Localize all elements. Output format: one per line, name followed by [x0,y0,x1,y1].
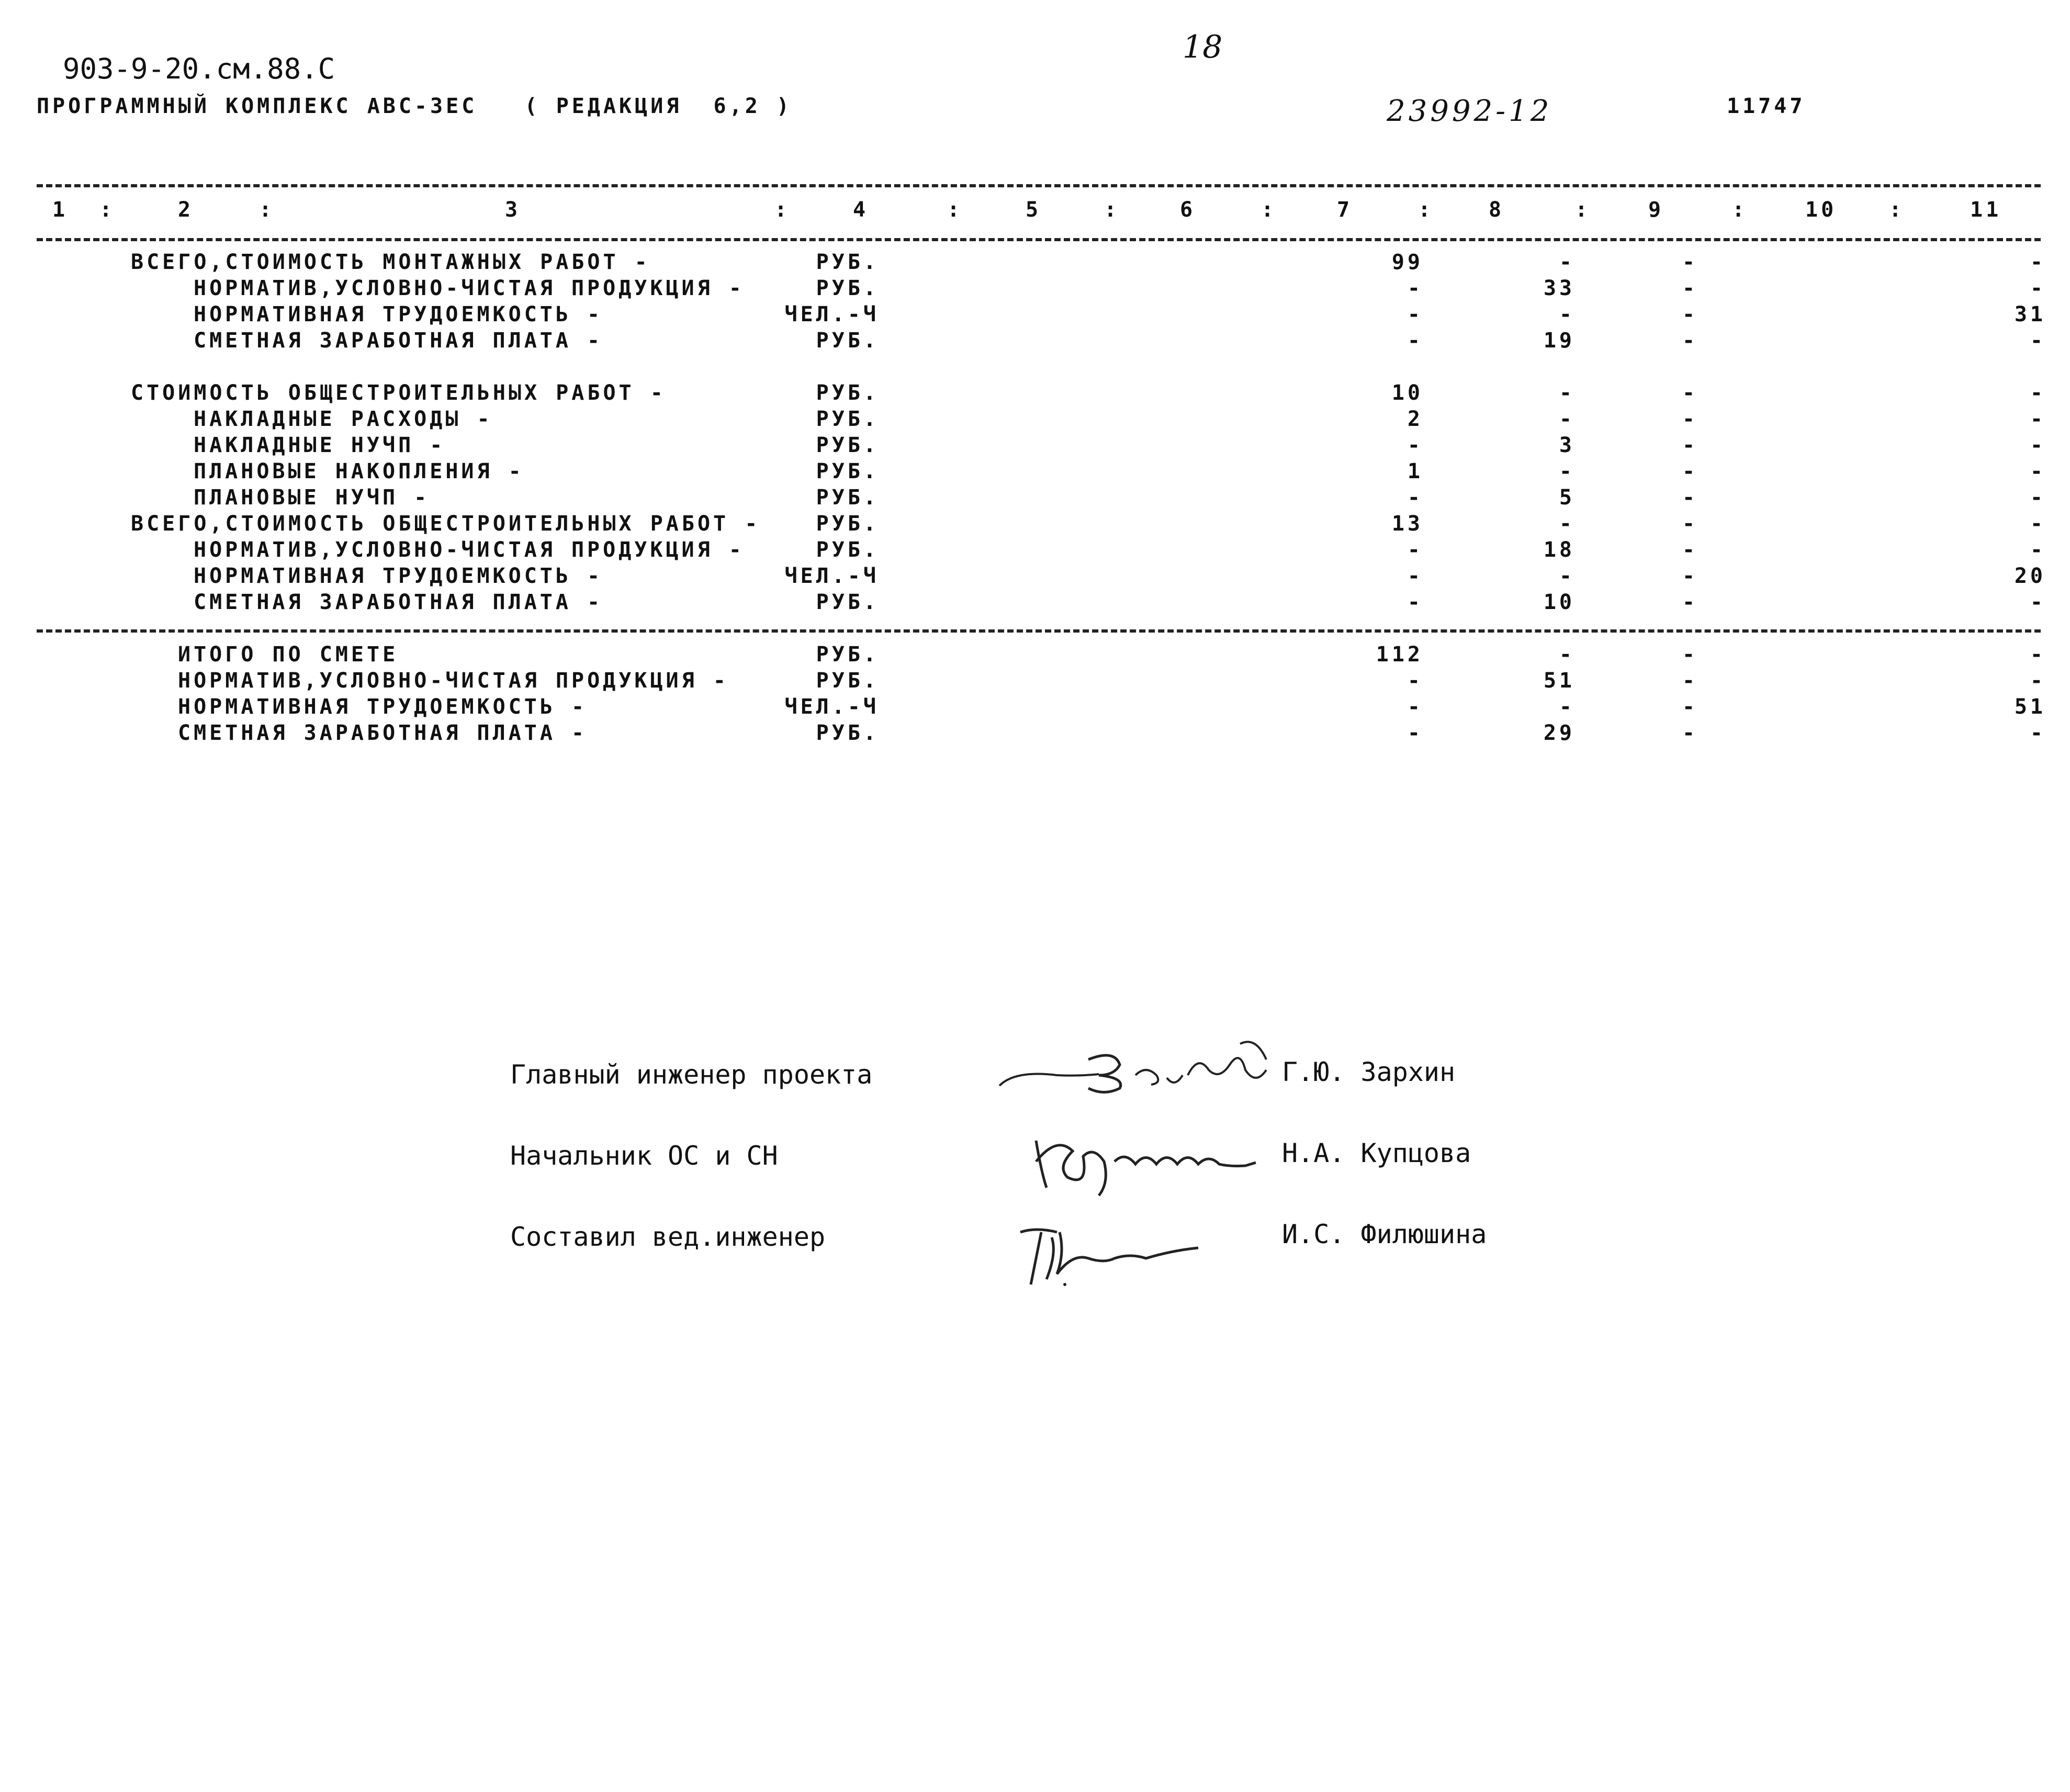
col-header-5: 5 [1026,198,1042,222]
row-col7: - [1407,721,1423,745]
row-col8: - [1559,302,1575,326]
row-col9: - [1682,433,1698,457]
row-col8: - [1559,643,1575,667]
row-label: ПЛАНОВЫЕ НУЧП - [194,486,430,510]
row-label: НАКЛАДНЫЕ РАСХОДЫ - [194,407,493,431]
col-sep: : [947,198,963,222]
row-col9: - [1682,250,1698,274]
table-row [0,250,2070,276]
row-col7: 10 [1391,381,1423,405]
row-col9: - [1682,695,1698,719]
row-label: СТОИМОСТЬ ОБЩЕСТРОИТЕЛЬНЫХ РАБОТ - [131,381,666,405]
table-row [0,433,2070,459]
totals-rule [37,629,2041,633]
row-col11: - [2030,643,2046,667]
signature-kuptsova-icon [1026,1125,1287,1198]
row-unit: РУБ. [816,590,879,614]
row-col11: - [2030,486,2046,510]
row-col9: - [1682,486,1698,510]
row-col7: - [1407,695,1423,719]
row-col9: - [1682,407,1698,431]
handwritten-code: 23992-12 [1387,94,1553,128]
row-col8: 18 [1543,538,1575,562]
table-row [0,721,2070,747]
col-header-10: 10 [1805,198,1837,222]
row-col7: 99 [1391,250,1423,274]
row-col8: 3 [1559,433,1575,457]
row-col8: - [1559,407,1575,431]
row-label: ВСЕГО,СТОИМОСТЬ МОНТАЖНЫХ РАБОТ - [131,250,650,274]
row-col9: - [1682,590,1698,614]
table-row [0,329,2070,355]
row-unit: РУБ. [816,512,879,536]
row-col11: 20 [2014,564,2046,588]
row-col7: - [1407,433,1423,457]
row-col11: - [2030,669,2046,693]
col-header-6: 6 [1180,198,1196,222]
table-row [0,538,2070,564]
signature-mark [1026,1125,1287,1198]
row-col9: - [1682,329,1698,353]
table-row [0,590,2070,616]
row-col8: 19 [1543,329,1575,353]
col-sep: : [1104,198,1120,222]
row-label: ВСЕГО,СТОИМОСТЬ ОБЩЕСТРОИТЕЛЬНЫХ РАБОТ - [131,512,761,536]
row-col11: 51 [2014,695,2046,719]
row-col11: - [2030,250,2046,274]
row-col7: - [1407,669,1423,693]
col-sep: : [259,198,275,222]
row-unit: РУБ. [816,250,879,274]
col-header-7: 7 [1337,198,1353,222]
row-col8: 29 [1543,721,1575,745]
row-col11: - [2030,459,2046,483]
row-unit: РУБ. [816,486,879,510]
row-col7: 13 [1391,512,1423,536]
row-col9: - [1682,512,1698,536]
doc-code: 903-9-20.см.88.С [63,52,335,85]
row-col11: - [2030,276,2046,300]
row-col8: - [1559,381,1575,405]
row-col11: - [2030,329,2046,353]
row-col11: - [2030,433,2046,457]
page-number: 18 [1183,29,1223,65]
table-row [0,459,2070,486]
signature-title: Главный инженер проекта [510,1060,873,1090]
table-row [0,643,2070,669]
table-row [0,695,2070,721]
col-sep: : [1261,198,1277,222]
row-unit: ЧЕЛ.-Ч [784,302,879,326]
row-col11: - [2030,538,2046,562]
table-row [0,669,2070,695]
row-label: НОРМАТИВНАЯ ТРУДОЕМКОСТЬ - [194,564,603,588]
col-header-1: 1 [52,198,69,222]
col-sep: : [1418,198,1434,222]
sheet-id: 11747 [1727,94,1806,118]
row-col9: - [1682,721,1698,745]
row-col11: - [2030,590,2046,614]
signature-mark [994,1039,1287,1096]
col-header-9: 9 [1648,198,1664,222]
table-top-rule [37,184,2041,187]
row-label: НОРМАТИВ,УСЛОВНО-ЧИСТАЯ ПРОДУКЦИЯ - [194,538,745,562]
row-col7: - [1407,486,1423,510]
row-col9: - [1682,669,1698,693]
row-col7: - [1407,302,1423,326]
row-col8: 51 [1543,669,1575,693]
row-label: СМЕТНАЯ ЗАРАБОТНАЯ ПЛАТА - [194,329,603,353]
row-col7: - [1407,329,1423,353]
row-col11: - [2030,407,2046,431]
row-col11: - [2030,721,2046,745]
signature-title: Начальник ОС и СН [510,1141,778,1171]
row-label: СМЕТНАЯ ЗАРАБОТНАЯ ПЛАТА - [194,590,603,614]
signature-name: Н.А. Купцова [1282,1138,1471,1168]
row-label: НОРМАТИВ,УСЛОВНО-ЧИСТАЯ ПРОДУКЦИЯ - [178,669,729,693]
row-col7: - [1407,276,1423,300]
row-col8: 10 [1543,590,1575,614]
col-header-11: 11 [1970,198,2002,222]
row-label: ПЛАНОВЫЕ НАКОПЛЕНИЯ - [194,459,524,483]
row-unit: РУБ. [816,538,879,562]
col-header-4: 4 [853,198,869,222]
row-col7: 112 [1376,643,1423,667]
signature-name: И.С. Филюшина [1282,1219,1487,1249]
row-unit: РУБ. [816,381,879,405]
row-col8: 5 [1559,486,1575,510]
table-row [0,486,2070,512]
row-col9: - [1682,276,1698,300]
signature-mark [1015,1222,1203,1290]
row-col9: - [1682,459,1698,483]
row-label: НОРМАТИВНАЯ ТРУДОЕМКОСТЬ - [194,302,603,326]
col-sep: : [1889,198,1905,222]
row-unit: РУБ. [816,276,879,300]
row-col8: - [1559,695,1575,719]
row-unit: РУБ. [816,643,879,667]
column-header-row [0,198,2070,224]
row-col9: - [1682,564,1698,588]
col-header-8: 8 [1489,198,1505,222]
row-col9: - [1682,302,1698,326]
row-col8: 33 [1543,276,1575,300]
table-row [0,302,2070,329]
signature-filyushina-icon [1015,1222,1203,1290]
col-sep: : [1732,198,1748,222]
row-col8: - [1559,459,1575,483]
row-unit: РУБ. [816,407,879,431]
table-row [0,512,2070,538]
row-unit: ЧЕЛ.-Ч [784,695,879,719]
col-sep: : [99,198,116,222]
row-unit: РУБ. [816,459,879,483]
signature-name: Г.Ю. Зархин [1282,1057,1456,1087]
program-title: ПРОГРАММНЫЙ КОМПЛЕКС АВС-ЗЕС ( РЕДАКЦИЯ 6,2 ) [37,94,792,118]
col-sep: : [1575,198,1591,222]
row-col8: - [1559,564,1575,588]
row-col9: - [1682,643,1698,667]
row-label: СМЕТНАЯ ЗАРАБОТНАЯ ПЛАТА - [178,721,588,745]
table-row [0,407,2070,433]
row-col11: 31 [2014,302,2046,326]
row-unit: РУБ. [816,433,879,457]
header-bottom-rule [37,238,2041,241]
signature-title: Составил вед.инженер [510,1222,826,1252]
signature-zarkhin-icon [994,1039,1287,1096]
row-col9: - [1682,538,1698,562]
row-col9: - [1682,381,1698,405]
row-col11: - [2030,512,2046,536]
row-col7: 1 [1407,459,1423,483]
row-col7: - [1407,538,1423,562]
row-col7: 2 [1407,407,1423,431]
row-col11: - [2030,381,2046,405]
col-sep: : [774,198,791,222]
table-row [0,381,2070,407]
row-col8: - [1559,250,1575,274]
row-label: НОРМАТИВНАЯ ТРУДОЕМКОСТЬ - [178,695,588,719]
row-col8: - [1559,512,1575,536]
row-unit: РУБ. [816,721,879,745]
table-row [0,276,2070,302]
table-row [0,564,2070,590]
col-header-3: 3 [505,198,521,222]
row-label: НОРМАТИВ,УСЛОВНО-ЧИСТАЯ ПРОДУКЦИЯ - [194,276,745,300]
row-label: НАКЛАДНЫЕ НУЧП - [194,433,446,457]
row-unit: ЧЕЛ.-Ч [784,564,879,588]
row-unit: РУБ. [816,329,879,353]
row-label: ИТОГО ПО СМЕТЕ [178,643,399,667]
row-col7: - [1407,590,1423,614]
row-col7: - [1407,564,1423,588]
col-header-2: 2 [178,198,194,222]
row-unit: РУБ. [816,669,879,693]
